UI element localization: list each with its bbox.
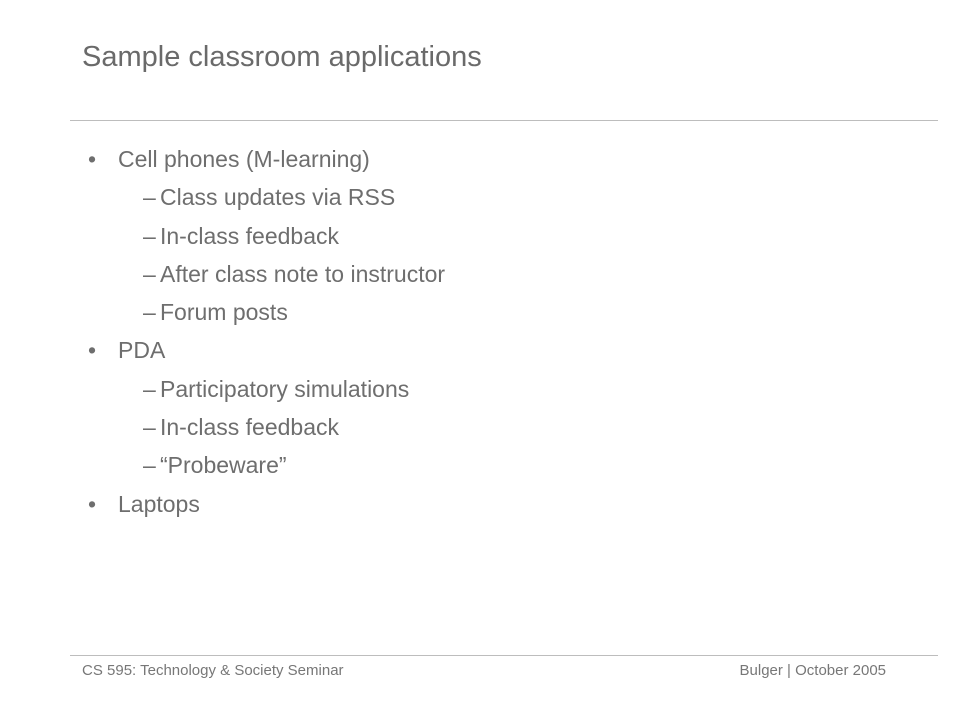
sub-bullet-text: In-class feedback xyxy=(160,222,339,249)
sub-bullet-item xyxy=(0,446,960,484)
sub-bullet-item xyxy=(0,178,960,216)
sub-bullet-marker: – xyxy=(143,222,156,249)
footer-author-date: Bulger | October 2005 xyxy=(739,662,886,679)
bullet-marker: • xyxy=(88,337,97,364)
bullet-item xyxy=(0,331,960,369)
sub-bullet-text: Forum posts xyxy=(160,299,288,326)
sub-bullet-text: Participatory simulations xyxy=(160,375,410,402)
sub-bullet-item xyxy=(0,408,960,446)
sub-bullet-item xyxy=(0,293,960,331)
footer-divider xyxy=(70,655,938,656)
bullet-item xyxy=(0,140,960,178)
bullet-marker: • xyxy=(88,490,97,517)
sub-bullet-text: After class note to instructor xyxy=(160,260,446,287)
sub-bullet-item xyxy=(0,370,960,408)
bullet-item xyxy=(0,485,960,523)
sub-bullet-marker: – xyxy=(143,184,156,211)
sub-bullet-text: “Probeware” xyxy=(160,452,287,479)
sub-bullet-marker: – xyxy=(143,299,156,326)
sub-bullet-marker: – xyxy=(143,452,156,479)
bullet-text: Cell phones (M-learning) xyxy=(118,146,370,172)
sub-bullet-marker: – xyxy=(143,414,156,441)
sub-bullet-text: In-class feedback xyxy=(160,414,339,441)
footer-course: CS 595: Technology & Society Seminar xyxy=(82,662,344,679)
bullet-list xyxy=(0,140,960,523)
slide-title: Sample classroom applications xyxy=(82,41,482,73)
sub-bullet-text: Class updates via RSS xyxy=(160,184,396,211)
bullet-text: Laptops xyxy=(118,490,200,517)
sub-bullet-item xyxy=(0,217,960,255)
sub-bullet-marker: – xyxy=(143,375,156,402)
bullet-text: PDA xyxy=(118,337,166,364)
sub-bullet-marker: – xyxy=(143,260,156,287)
title-divider xyxy=(70,120,938,121)
bullet-marker: • xyxy=(88,146,97,172)
sub-bullet-item xyxy=(0,255,960,293)
